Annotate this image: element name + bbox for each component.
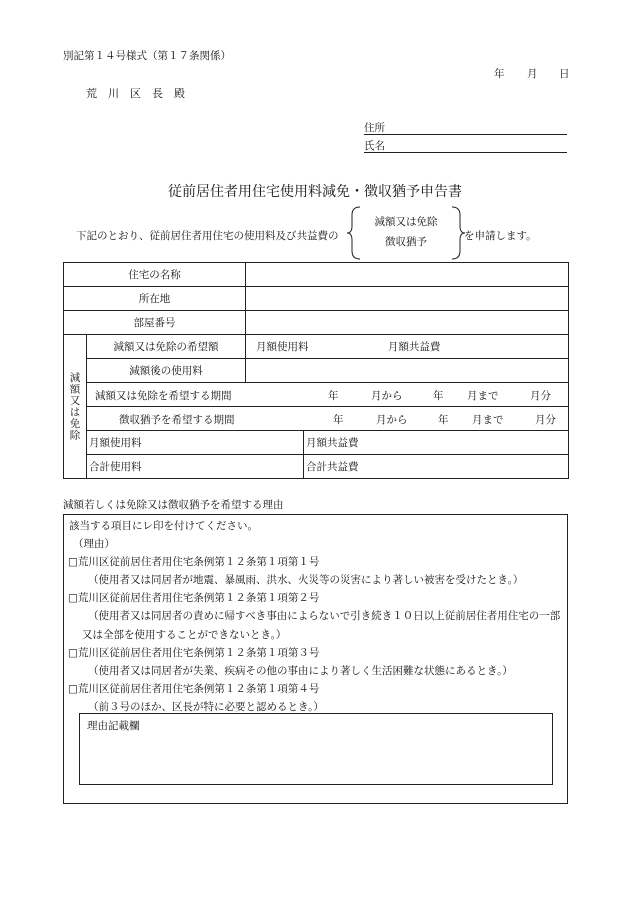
monthly-rent-label-2: 月額使用料 <box>89 437 142 449</box>
monthly-rent-cell[interactable] <box>87 431 304 455</box>
reason-label: （理由） <box>73 538 115 550</box>
intro-after: を申請します。 <box>464 230 537 242</box>
address-field[interactable] <box>364 120 567 135</box>
row-desired-amount <box>64 335 569 359</box>
monthly-fee-cell[interactable] <box>304 431 569 455</box>
reason-text-area[interactable] <box>79 713 553 785</box>
row-total <box>64 455 569 479</box>
row-deferral-period <box>64 407 569 431</box>
addressee: 荒 川 区 長 殿 <box>86 87 185 100</box>
reason-item-2-title: 荒川区従前居住者用住宅条例第１２条第１項第２号 <box>77 592 320 604</box>
monthly-fee-label: 月額共益費 <box>387 341 441 353</box>
date-day: 日 <box>559 68 570 80</box>
location-value[interactable] <box>246 287 569 311</box>
desired-amount-label: 減額又は免除の希望額 <box>87 335 246 359</box>
rp-month-from: 月から <box>371 390 403 402</box>
reason-item-1-title: 荒川区従前居住者用住宅条例第１２条第１項第１号 <box>77 556 320 568</box>
checkbox-1[interactable]: □ <box>68 556 78 568</box>
form-title: 従前居住者用住宅使用料減免・徴収猶予申告書 <box>168 184 462 200</box>
reason-item-3[interactable] <box>68 645 319 660</box>
reason-item-3-title: 荒川区従前居住者用住宅条例第１２条第１項第３号 <box>77 647 320 659</box>
reason-item-1[interactable] <box>68 554 319 569</box>
monthly-fee-label-2: 月額共益費 <box>306 437 359 449</box>
rent-after-label: 減額後の使用料 <box>87 359 246 383</box>
row-room <box>64 311 569 335</box>
row-housing-name <box>64 263 569 287</box>
housing-name-label: 住宅の名称 <box>64 263 246 287</box>
dp-year2: 年 <box>438 414 449 426</box>
location-label: 所在地 <box>64 287 246 311</box>
reason-heading: 減額若しくは免除又は徴収猶予を希望する理由 <box>63 499 284 511</box>
reason-item-2[interactable] <box>68 590 319 605</box>
rent-after-value[interactable] <box>246 359 569 383</box>
room-number-label: 部屋番号 <box>64 311 246 335</box>
option-reduction: 減額又は免除 <box>374 216 438 228</box>
reason-box <box>63 514 568 804</box>
address-label: 住所 <box>364 122 385 134</box>
rp-year2: 年 <box>433 390 444 402</box>
name-label: 氏名 <box>364 140 385 152</box>
deferral-period-label: 徴収猶予を希望する期間 <box>119 414 235 426</box>
dp-month-until: 月まで <box>472 414 504 426</box>
checkbox-4[interactable]: □ <box>68 683 78 695</box>
total-rent-cell[interactable] <box>87 455 304 479</box>
room-number-value[interactable] <box>246 311 569 335</box>
reduction-period-label: 減額又は免除を希望する期間 <box>95 390 232 402</box>
rp-months: 月分 <box>530 390 551 402</box>
reason-item-4-desc: （前３号のほか、区長が特に必要と認めるとき。） <box>88 701 324 713</box>
row-rent-after <box>64 359 569 383</box>
reason-item-3-desc: （使用者又は同居者が失業、疾病その他の事由により著しく生活困難な状態にあるとき。） <box>88 665 513 677</box>
form-number: 別記第１４号様式（第１７条関係） <box>63 50 231 62</box>
dp-month-from: 月から <box>376 414 408 426</box>
reason-field-label: 理由記載欄 <box>87 720 140 732</box>
reduction-side-label: 減額又は免除 <box>64 335 87 479</box>
rp-year1: 年 <box>328 390 339 402</box>
desired-amount-value[interactable] <box>246 335 569 359</box>
reason-item-2-desc2: 又は全部を使用することができないとき。） <box>82 629 287 641</box>
row-reduction-period <box>64 383 569 407</box>
monthly-rent-label: 月額使用料 <box>256 341 309 353</box>
reason-item-4-title: 荒川区従前居住者用住宅条例第１２条第１項第４号 <box>77 683 320 695</box>
option-deferral: 徴収猶予 <box>385 236 427 248</box>
reduction-period-cell[interactable] <box>87 383 569 407</box>
date-year: 年 <box>494 68 505 80</box>
deferral-period-cell[interactable] <box>87 407 569 431</box>
date-month: 月 <box>527 68 538 80</box>
total-rent-label: 合計使用料 <box>89 461 142 473</box>
row-location <box>64 287 569 311</box>
rp-month-until: 月まで <box>467 390 499 402</box>
dp-months: 月分 <box>535 414 556 426</box>
reason-item-4[interactable] <box>68 681 319 696</box>
name-field[interactable] <box>364 138 567 153</box>
reason-item-1-desc: （使用者又は同居者が地震、暴風雨、洪水、火災等の災害により著しい被害を受けたとき。） <box>88 574 524 586</box>
intro-before: 下記のとおり、従前居住者用住宅の使用料及び共益費の <box>76 230 339 242</box>
total-fee-cell[interactable] <box>304 455 569 479</box>
housing-name-value[interactable] <box>246 263 569 287</box>
dp-year1: 年 <box>333 414 344 426</box>
checkbox-2[interactable]: □ <box>68 592 78 604</box>
reason-instruction: 該当する項目にレ印を付けてください。 <box>69 520 258 532</box>
row-monthly <box>64 431 569 455</box>
application-table <box>63 262 569 479</box>
reason-item-2-desc: （使用者又は同居者の責めに帰すべき事由によらないで引き続き１０日以上従前居住者用住宅の一部 <box>88 610 561 622</box>
total-fee-label: 合計共益費 <box>306 461 359 473</box>
checkbox-3[interactable]: □ <box>68 647 78 659</box>
